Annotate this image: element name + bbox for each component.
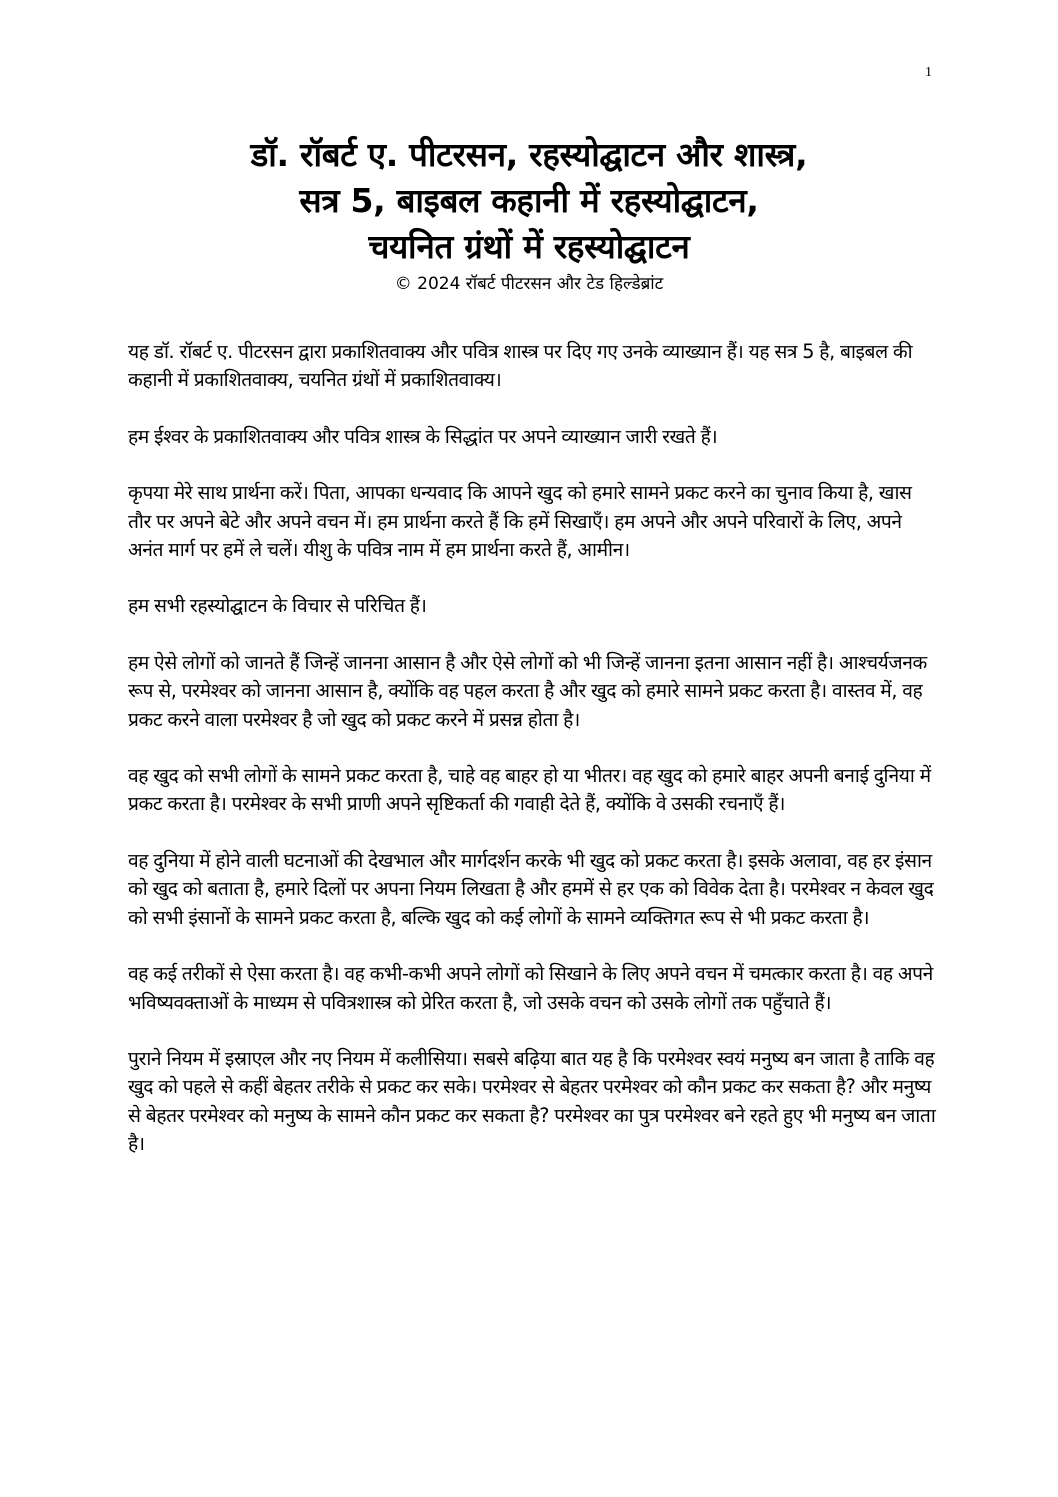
copyright-line: © 2024 रॉबर्ट पीटरसन और टेड हिल्डेब्रांट	[394, 274, 664, 294]
paragraph-7: वह दुनिया में होने वाली घटनाओं की देखभाल और मार्गदर्शन करके भी खुद को प्रकट करता है। इसके अलावा, वह हर इंसान को खुद को बताता है, हमारे दिलों पर अपना नियम लिखता है और हममें से हर एक को विवेक देता है। परमेश्वर न केवल खुद को सभी इंसानों के सामने प्रकट करता है, बल्कि खुद को कई लोगों के सामने व्यक्तिगत रूप से भी प्रकट करता है।	[128, 848, 934, 929]
document-header	[100, 132, 958, 296]
paragraph-8: वह कई तरीकों से ऐसा करता है। वह कभी-कभी अपने लोगों को सिखाने के लिए अपने वचन में चमत्कार करता है। वह अपने भविष्यवक्ताओं के माध्यम से पवित्रशास्त्र को प्रेरित करता है, जो उसके वचन को उसके लोगों तक पहुँचाते हैं।	[128, 962, 933, 1014]
paragraph-3: कृपया मेरे साथ प्रार्थना करें। पिता, आपका धन्यवाद कि आपने खुद को हमारे सामने प्रकट करने का चुनाव किया है, खास तौर पर अपने बेटे और अपने वचन में। हम प्रार्थना करते हैं कि हमें सिखाएँ। हम अपने और अपने परिवारों के लिए, अपने अनंत मार्ग पर हमें ले चलें। यीशु के पवित्र नाम में हम प्रार्थना करते हैं, आमीन।	[128, 481, 912, 562]
title-line-3: चयनित ग्रंथों में रहस्योद्घाटन	[368, 227, 690, 266]
document-body	[128, 338, 936, 1187]
paragraph-4: हम सभी रहस्योद्घाटन के विचार से परिचित हैं।	[128, 594, 427, 618]
paragraph-6: वह खुद को सभी लोगों के सामने प्रकट करता है, चाहे वह बाहर हो या भीतर। वह खुद को हमारे बाहर अपनी बनाई दुनिया में प्रकट करता है। परमेश्वर के सभी प्राणी अपने सृष्टिकर्ता की गवाही देते हैं, क्योंकि वे उसकी रचनाएँ हैं।	[128, 764, 931, 816]
title-line-2: सत्र 5, बाइबल कहानी में रहस्योद्घाटन,	[299, 181, 759, 220]
paragraph-2: हम ईश्वर के प्रकाशितवाक्य और पवित्र शास्त्र के सिद्धांत पर अपने व्याख्यान जारी रखते हैं।	[128, 424, 718, 448]
paragraph-5: हम ऐसे लोगों को जानते हैं जिन्हें जानना आसान है और ऐसे लोगों को भी जिन्हें जानना इतना आसान नहीं है। आश्चर्यजनक रूप से, परमेश्वर को जानना आसान है, क्योंकि वह पहल करता है और खुद को हमारे सामने प्रकट करता है। वास्तव में, वह प्रकट करने वाला परमेश्वर है जो खुद को प्रकट करने में प्रसन्न होता है।	[128, 650, 927, 731]
paragraph-1: यह डॉ. रॉबर्ट ए. पीटरसन द्वारा प्रकाशितवाक्य और पवित्र शास्त्र पर दिए गए उनके व्याख्यान हैं। यह सत्र 5 है, बाइबल की कहानी में प्रकाशितवाक्य, चयनित ग्रंथों में प्रकाशितवाक्य।	[128, 340, 913, 392]
paragraph-9: पुराने नियम में इस्राएल और नए नियम में कलीसिया। सबसे बढ़िया बात यह है कि परमेश्वर स्वयं मनुष्य बन जाता है ताकि वह खुद को पहले से कहीं बेहतर तरीके से प्रकट कर सके। परमेश्वर से बेहतर परमेश्वर को कौन प्रकट कर सकता है? और मनुष्य से बेहतर परमेश्वर को मनुष्य के सामने कौन प्रकट कर सकता है? परमेश्वर का पुत्र परमेश्वर बने रहते हुए भी मनुष्य बन जाता है।	[128, 1046, 936, 1156]
page-number: 1	[925, 65, 932, 80]
title-line-1: डॉ. रॉबर्ट ए. पीटरसन, रहस्योद्घाटन और शास्त्र,	[250, 135, 808, 174]
